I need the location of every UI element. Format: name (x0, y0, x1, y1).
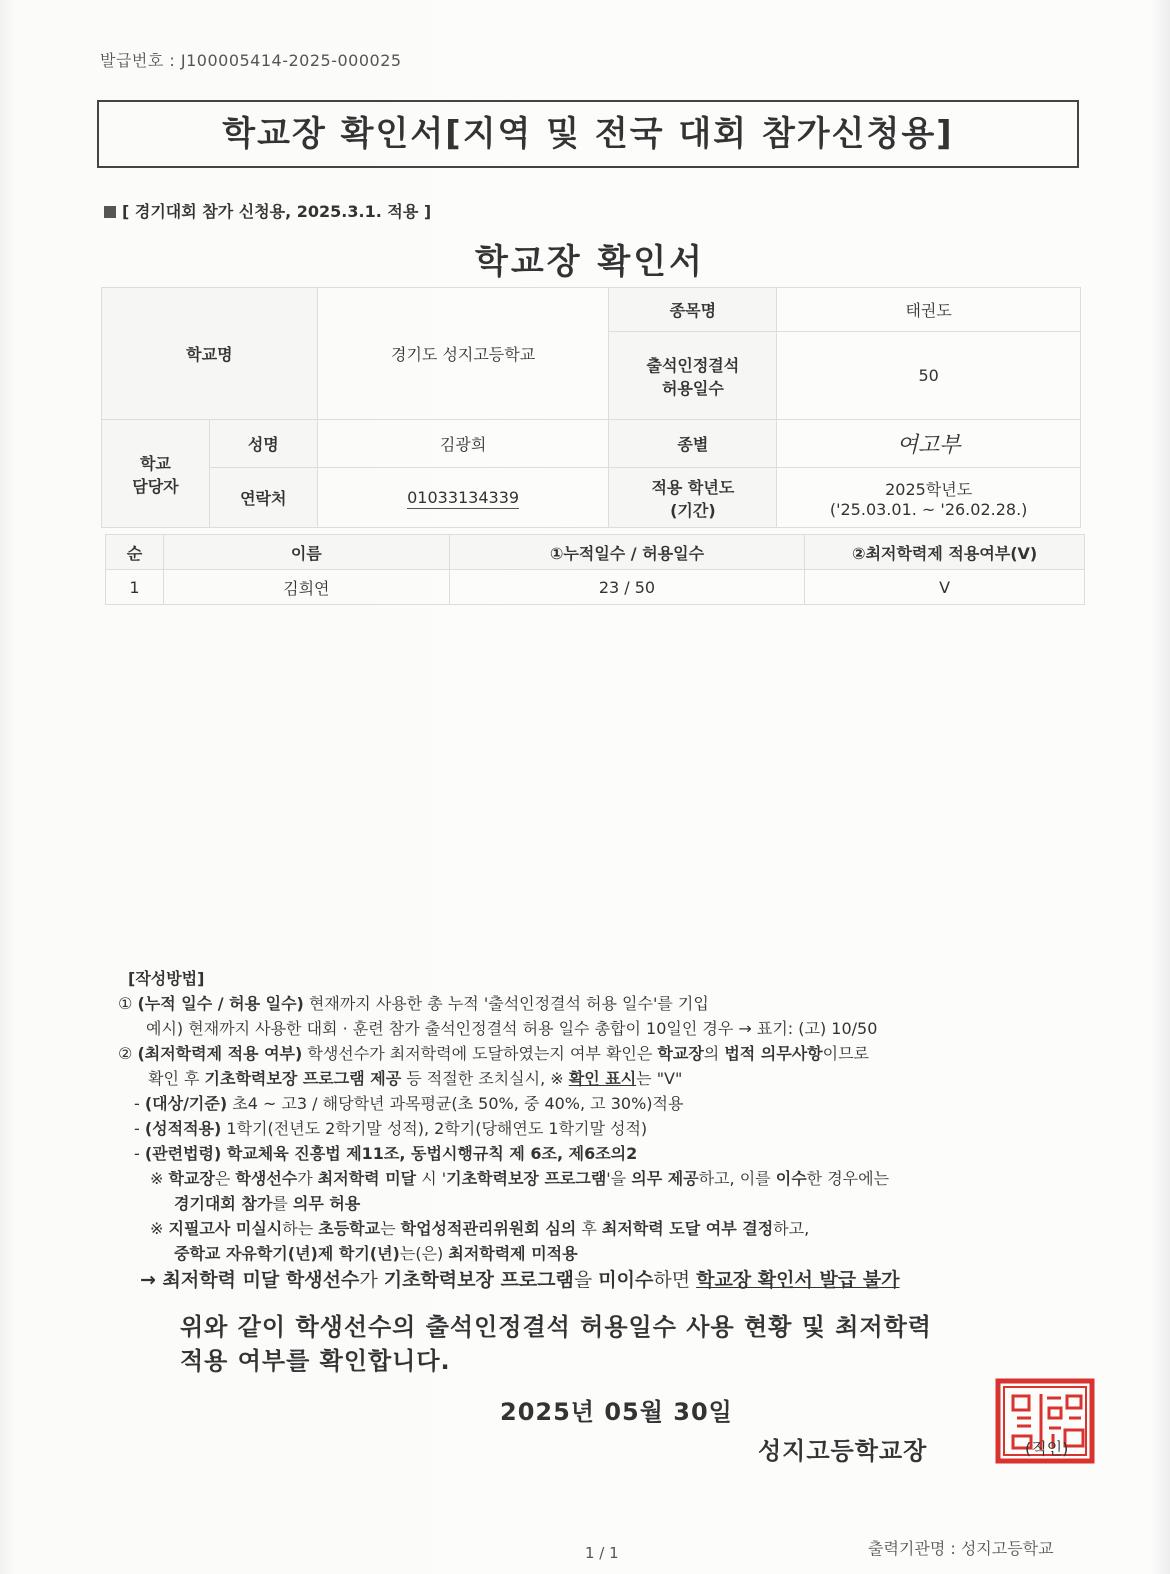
writing-instructions (118, 966, 1118, 1293)
row-no: 1 (106, 570, 164, 605)
l8f: 최저학력 미달 (317, 1169, 417, 1188)
l3e: 의 (703, 1044, 725, 1063)
l4d: 확인 표시 (568, 1069, 637, 1088)
sub-note (104, 199, 431, 222)
l8c: 은 (214, 1169, 236, 1188)
year-label (609, 468, 777, 528)
l9a: 경기대회 참가 (174, 1194, 273, 1213)
phone-value: 01033134339 (407, 488, 520, 507)
method-line-10 (118, 1216, 1118, 1241)
l4e: 는 "V" (636, 1069, 683, 1088)
l9c: 의무 허용 (292, 1194, 361, 1213)
allowed-days-value: 50 (777, 332, 1081, 420)
l12c: 기초학력보장 프로그램 (383, 1269, 574, 1291)
method-line-2: 예시) 현재까지 사용한 대회 · 훈련 참가 출석인정결석 허용 일수 총합이 10일인 경우 → 표기: (고) 10/50 (146, 1019, 878, 1038)
method-line-9 (118, 1191, 1118, 1216)
l3g: 이므로 (822, 1044, 870, 1063)
info-table (101, 287, 1081, 528)
year-value-line2: ('25.03.01. ~ '26.02.28.) (829, 499, 1028, 519)
year-label-line2: (기간) (670, 500, 716, 520)
method-line-11 (118, 1241, 1118, 1266)
l8h: 기초학력보장 프로그램 (446, 1169, 607, 1188)
l11c: 최저학력제 미적용 (448, 1244, 578, 1263)
l8e: 가 (297, 1169, 318, 1188)
allowed-days-label (609, 332, 777, 420)
l4c: 등 적절한 조치실시, ※ (401, 1069, 569, 1088)
l5a: - (134, 1094, 145, 1113)
l12d: 을 (573, 1269, 599, 1291)
header-no: 순 (106, 535, 164, 570)
l6b: (성적적용) (144, 1119, 222, 1138)
confirmation-line-2: 적용 여부를 확인합니다. (180, 1347, 451, 1375)
l10i: 하고, (773, 1219, 810, 1238)
l10b: 지필고사 미실시 (168, 1219, 283, 1238)
l3f: 법적 의무사항 (724, 1044, 823, 1063)
year-value-line1: 2025학년도 (885, 479, 973, 499)
l3a: ② (118, 1044, 138, 1063)
l12f: 하면 (653, 1269, 697, 1291)
sub-note-text: [ 경기대회 참가 신청용, 2025.3.1. 적용 ] (122, 202, 432, 221)
row-days: 23 / 50 (449, 570, 805, 605)
row-applied: V (805, 570, 1085, 605)
l4a: 확인 후 (148, 1069, 205, 1088)
header-applied: ②최저학력제 적용여부(V) (805, 535, 1085, 570)
l10c: 하는 (282, 1219, 319, 1238)
method-line-6 (118, 1116, 1118, 1141)
allowed-days-label-line1: 출석인정결석 (646, 355, 740, 375)
l7a: - (134, 1144, 145, 1163)
method-line-8 (118, 1166, 1118, 1191)
confirmation-statement (180, 1310, 932, 1378)
l10d: 초등학교 (318, 1219, 381, 1238)
l3d: 학교장 (657, 1044, 704, 1063)
l8g: 시 ' (416, 1169, 447, 1188)
l11a: 중학교 자유학기(년)제 학기(년) (174, 1244, 400, 1263)
l1b: (누적 일수 / 허용 일수) (137, 994, 304, 1013)
l8b: 학교장 (168, 1169, 215, 1188)
l10e: 는 (380, 1219, 401, 1238)
contact-group-label (102, 420, 210, 528)
l10f: 학업성적관리위원회 심의 (400, 1219, 577, 1238)
l6c: 1학기(전년도 2학기말 성적), 2학기(당해연도 1학기말 성적) (221, 1119, 648, 1138)
l8j: 의무 제공 (631, 1169, 699, 1188)
l8l: 이수 (775, 1169, 807, 1188)
l8a: ※ (150, 1169, 169, 1188)
method-line-5 (118, 1091, 1118, 1116)
printed-by: 출력기관명 : 성지고등학교 (868, 1539, 1054, 1558)
year-label-line1: 적용 학년도 (651, 477, 735, 497)
header-name: 이름 (163, 535, 449, 570)
l12b: 가 (359, 1269, 384, 1291)
l8m: 한 경우에는 (806, 1169, 890, 1188)
event-value: 태권도 (777, 288, 1081, 332)
seal-label: (직인) (1025, 1439, 1069, 1458)
l12g: 학교장 확인서 발급 불가 (696, 1269, 900, 1291)
l10g: 후 (576, 1219, 602, 1238)
l12a: → 최저학력 미달 학생선수 (140, 1269, 360, 1291)
school-label: 학교명 (102, 288, 318, 420)
student-table (105, 534, 1085, 605)
method-line-3 (118, 1041, 1118, 1066)
category-value: 여고부 (777, 420, 1081, 468)
l5c: 초4 ~ 고3 / 해당학년 과목평균(초 50%, 중 40%, 고 30%)적용 (227, 1094, 684, 1113)
l11b: 는(은) (399, 1244, 449, 1263)
square-bullet-icon (104, 206, 116, 218)
student-table-header (106, 535, 1085, 570)
event-label: 종목명 (609, 288, 777, 332)
l1a: ① (118, 994, 138, 1013)
issue-number: 발급번호 : J100005414-2025-000025 (100, 51, 402, 70)
document-title: 학교장 확인서 (475, 242, 705, 282)
l10a: ※ (150, 1219, 169, 1238)
method-title: [작성방법] (128, 969, 205, 988)
l8d: 학생선수 (235, 1169, 298, 1188)
phone-cell (317, 468, 609, 528)
l3c: 학생선수가 최저학력에 도달하였는지 여부 확인은 (302, 1044, 658, 1063)
l3b: (최저학력제 적용 여부) (137, 1044, 303, 1063)
contact-group-label-line2: 담당자 (132, 476, 179, 496)
method-line-7 (118, 1141, 1118, 1166)
row-name: 김희연 (163, 570, 449, 605)
principal-title: 성지고등학교장 (758, 1437, 928, 1465)
year-value (777, 468, 1081, 528)
l10h: 최저학력 도달 여부 결정 (601, 1219, 774, 1238)
main-title: 학교장 확인서[지역 및 전국 대회 참가신청용] (97, 100, 1079, 168)
l1c: 현재까지 사용한 총 누적 '출석인정결석 허용 일수'를 기입 (303, 994, 709, 1013)
l8k: 하고, 이를 (698, 1169, 776, 1188)
page-number: 1 / 1 (585, 1544, 619, 1562)
l7c: 학교체육 진흥법 제11조, 동법시행규칙 제 6조, 제6조의2 (221, 1144, 638, 1163)
allowed-days-label-line2: 허용일수 (661, 378, 724, 398)
school-value: 경기도 성지고등학교 (317, 288, 609, 420)
method-line-1 (118, 991, 1118, 1016)
phone-label: 연락처 (209, 468, 317, 528)
contact-group-label-line1: 학교 (139, 453, 171, 473)
l7b: (관련법령) (144, 1144, 222, 1163)
table-row (106, 570, 1085, 605)
category-label: 종별 (609, 420, 777, 468)
confirmation-line-1: 위와 같이 학생선수의 출석인정결석 허용일수 사용 현황 및 최저학력 (180, 1313, 932, 1341)
l8i: '을 (606, 1169, 632, 1188)
name-label: 성명 (209, 420, 317, 468)
name-value: 김광희 (317, 420, 609, 468)
l4b: 기초학력보장 프로그램 제공 (204, 1069, 402, 1088)
method-line-12 (118, 1268, 1118, 1293)
l12e: 미이수 (598, 1269, 654, 1291)
method-line-4 (118, 1066, 1118, 1091)
header-days: ①누적일수 / 허용일수 (449, 535, 805, 570)
issue-date: 2025년 05월 30일 (500, 1398, 733, 1426)
l6a: - (134, 1119, 145, 1138)
l9b: 를 (272, 1194, 293, 1213)
l5b: (대상/기준) (144, 1094, 228, 1113)
